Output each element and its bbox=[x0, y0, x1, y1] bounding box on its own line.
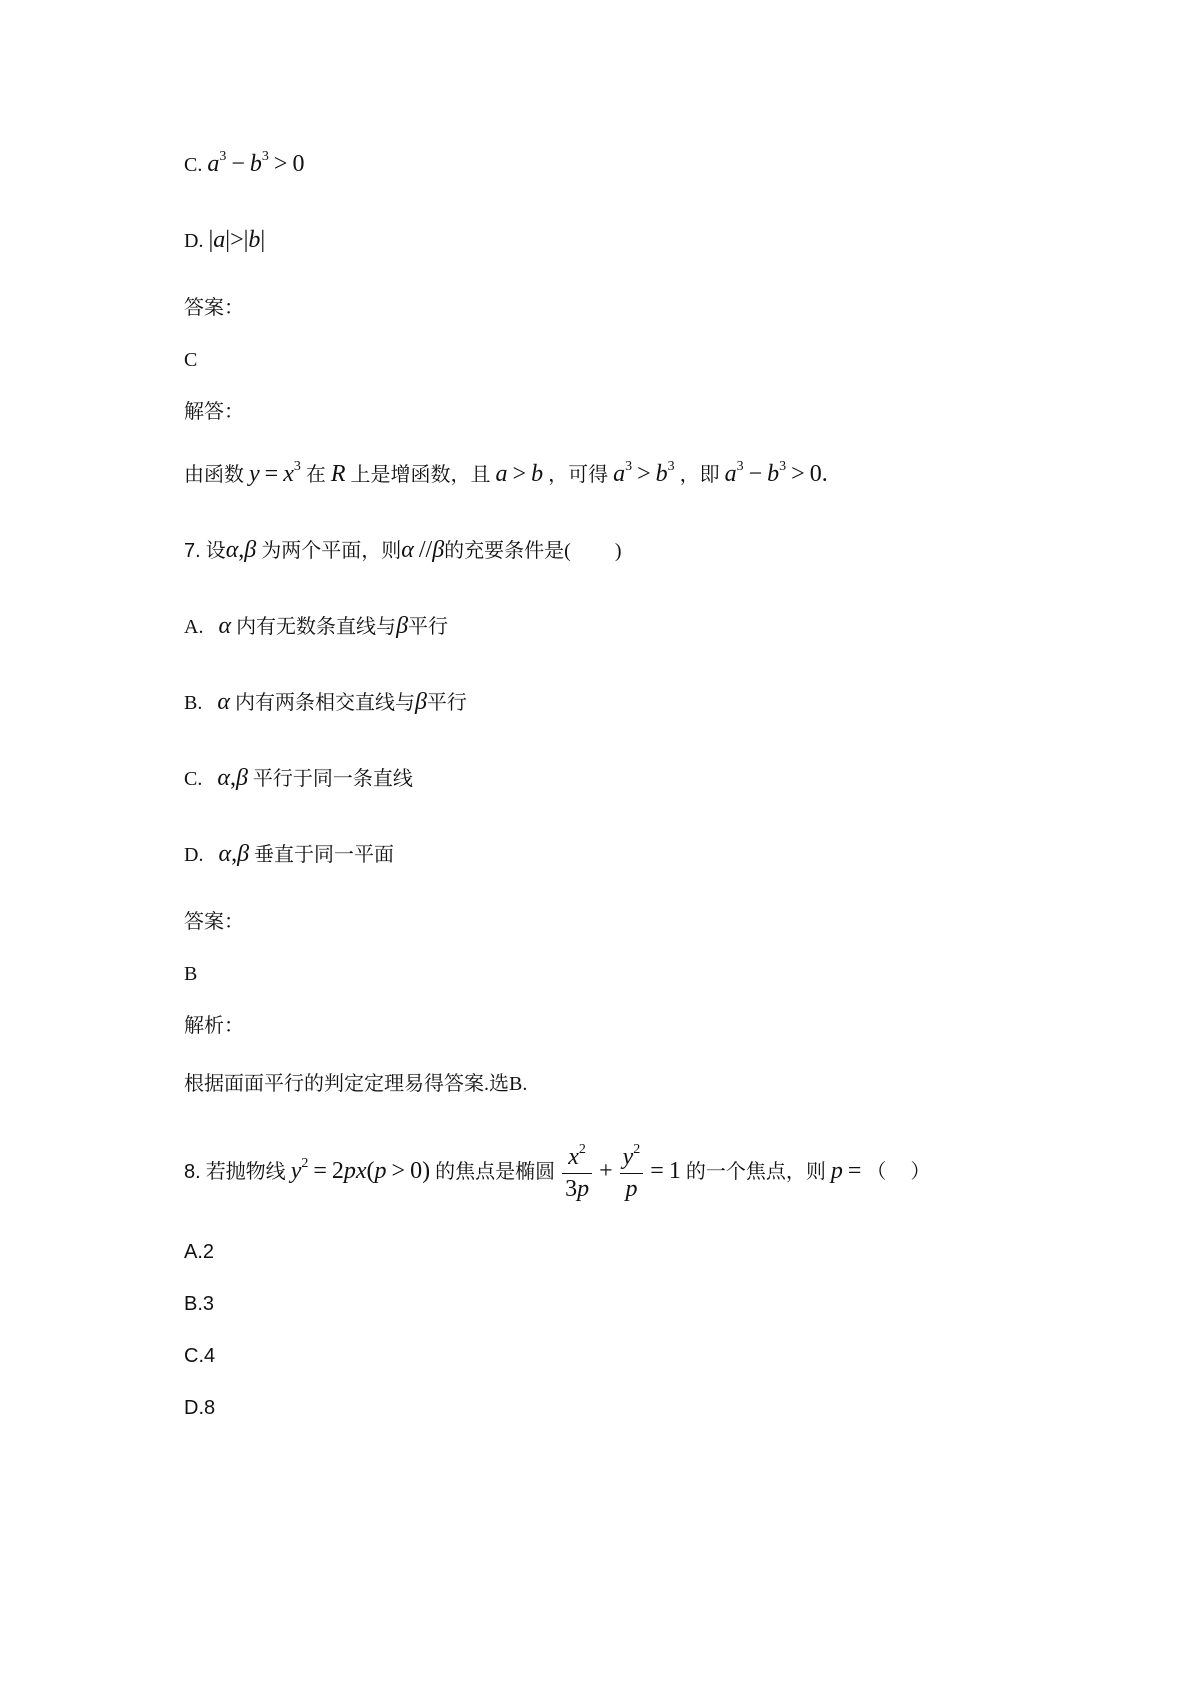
q8-option-d: D.8 bbox=[184, 1397, 216, 1419]
q6-answer-label: 答案： bbox=[184, 297, 244, 319]
q7-answer-label: 答案： bbox=[184, 911, 244, 933]
q7-option-d: D. α,β 垂直于同一平面 bbox=[184, 841, 395, 867]
q6-solution-label: 解答： bbox=[184, 401, 244, 423]
q7-option-c: C. α,β 平行于同一条直线 bbox=[184, 765, 413, 791]
q7-option-b: B. α 内有两条相交直线与β平行 bbox=[184, 689, 467, 715]
fraction-y2-over-p: $\frac{y^2}{p}$ bbox=[620, 1142, 644, 1205]
q6-option-c: C. $a^3 - b^3 > 0$ bbox=[184, 149, 305, 177]
q6-option-d: D. |a|>|b| bbox=[184, 227, 266, 253]
q6-solution: 由函数 $y = x^3$ 在 R 上是增函数，且 a > b ，可得 $a^3 > b^3$ ，即 $a^3 - b^3 > 0$. bbox=[184, 459, 828, 487]
q7-analysis-label: 解析： bbox=[184, 1015, 244, 1037]
q8-stem: 8. 若抛物线 $y^2 = 2px(p > 0)$ 的焦点是椭圆 $\frac{x^2}{3p}$ + $\frac{y^2}{p}$ = 1 的一个焦点，则 p = （ ） bbox=[184, 1136, 930, 1207]
q7-analysis: 根据面面平行的判定定理易得答案.选B. bbox=[184, 1073, 528, 1095]
q6-answer: C bbox=[184, 349, 198, 371]
q8-option-a: A.2 bbox=[184, 1241, 215, 1263]
q8-option-b: B.3 bbox=[184, 1293, 215, 1315]
q8-option-c: C.4 bbox=[184, 1345, 216, 1367]
q7-answer: B bbox=[184, 963, 198, 985]
q7-option-a: A. α 内有无数条直线与β平行 bbox=[184, 613, 449, 639]
q7-stem: 7. 设α,β 为两个平面，则α //β的充要条件是( ) bbox=[184, 537, 622, 563]
fraction-x2-over-3p: $\frac{x^2}{3p}$ bbox=[562, 1142, 592, 1205]
